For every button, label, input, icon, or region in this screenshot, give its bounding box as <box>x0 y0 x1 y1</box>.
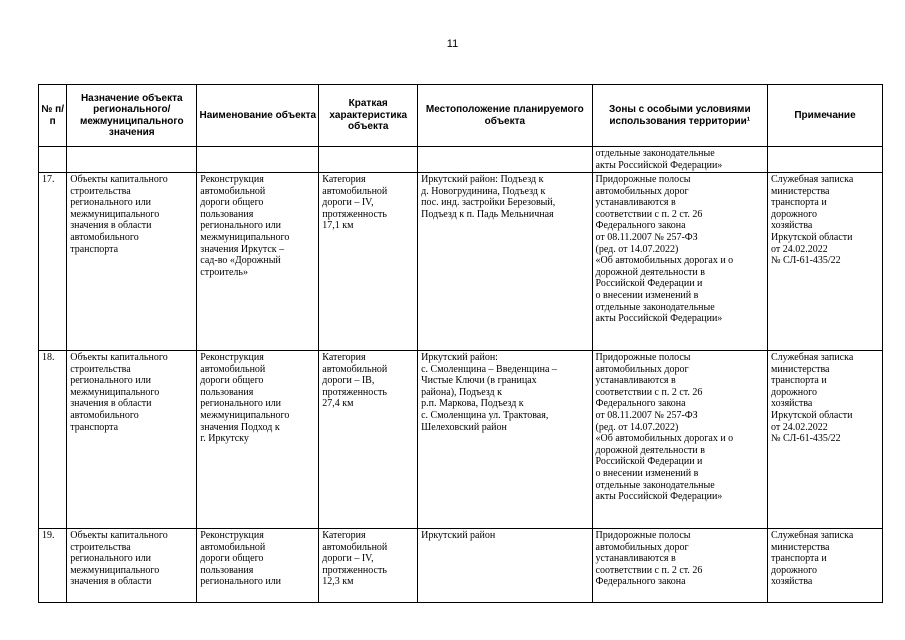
cell-line: Категория <box>322 174 366 185</box>
cell-line: Реконструкция <box>200 352 264 363</box>
page-number: 11 <box>446 38 459 50</box>
cell-line: автомобильного <box>70 231 139 243</box>
header-location: Местоположение планируемого объекта <box>418 85 592 147</box>
cell-line: Категория <box>322 530 366 541</box>
cell-line: о внесении изменений в <box>595 467 699 479</box>
cell-line: регионального или <box>70 375 151 387</box>
cont-cell-zones <box>592 147 767 173</box>
cell-line: Объекты капитального <box>70 174 168 185</box>
header-name: Наименование объекта <box>197 85 319 147</box>
cell-purpose <box>67 351 197 529</box>
header-note: Примечание <box>768 85 883 147</box>
cell-line: от 24.02.2022 <box>771 243 828 255</box>
cell-line: регионального или <box>70 553 151 565</box>
cell-line: соответствии с п. 2 ст. 26 <box>595 208 703 220</box>
cell-line: транспорта и <box>771 197 827 209</box>
cell-line: строитель» <box>200 266 248 278</box>
cell-line: г. Иркутску <box>200 433 249 445</box>
cell-line: (ред. от 14.07.2022) <box>595 421 679 433</box>
cell-line: межмуниципального <box>70 208 160 220</box>
cell-characteristic <box>319 351 418 529</box>
cell-zones <box>592 351 767 529</box>
cell-line: Федерального закона <box>595 398 686 410</box>
cell-purpose <box>67 529 197 603</box>
cell-line: дороги – IB, <box>322 375 375 387</box>
cell-line: значения Иркутск – <box>200 243 285 255</box>
cell-line: Реконструкция <box>200 174 264 185</box>
cell-line: хозяйства <box>771 398 813 410</box>
cell-characteristic <box>319 173 418 351</box>
cell-line: межмуниципального <box>70 564 160 576</box>
cont-cell-number <box>39 147 67 173</box>
cell-line: дорожного <box>771 386 817 398</box>
row-number: 17. <box>39 173 67 351</box>
table-row <box>39 529 883 603</box>
cell-line: № СЛ-61-435/22 <box>771 433 841 445</box>
cell-line: автомобильных дорог <box>595 541 689 553</box>
cell-line: района), Подъезд к <box>421 386 502 398</box>
cell-zones <box>592 173 767 351</box>
cell-line: «Об автомобильных дорогах и о <box>595 255 734 267</box>
cell-line: Федерального закона <box>595 220 686 232</box>
cell-line: регионального или <box>200 576 282 588</box>
cell-line: Реконструкция <box>200 530 264 541</box>
cell-location <box>418 351 592 529</box>
cell-line: протяженность <box>322 564 387 576</box>
cell-line: «Об автомобильных дорогах и о <box>595 433 734 445</box>
cell-line: автомобильной <box>200 541 266 553</box>
cell-line: автомобильной <box>200 363 266 375</box>
cell-line: хозяйства <box>771 576 813 588</box>
cell-line: Шелеховский район <box>421 421 507 433</box>
cont-cell-purpose <box>67 147 197 173</box>
continuation-row <box>39 147 883 173</box>
cell-line: автомобильной <box>322 185 388 197</box>
cell-line: значения в области <box>70 576 152 588</box>
cell-line: пользования <box>200 386 254 398</box>
cell-line: автомобильных дорог <box>595 185 689 197</box>
cell-line: устанавливаются в <box>595 553 676 565</box>
cell-line: 27,4 км <box>322 398 354 410</box>
cell-line: регионального или <box>200 398 282 410</box>
cell-line: министерства <box>771 363 830 375</box>
cell-line: дороги – IV, <box>322 553 374 565</box>
cell-line: отдельные законодательные <box>595 301 715 313</box>
cell-line: с. Смоленщина ул. Трактовая, <box>421 409 549 421</box>
header-number: № п/п <box>39 85 67 147</box>
cell-note <box>768 351 883 529</box>
table-row <box>39 351 883 529</box>
cont-cell-note <box>768 147 883 173</box>
table-header-row <box>39 85 883 147</box>
cell-line: № СЛ-61-435/22 <box>771 255 841 267</box>
cell-line: пользования <box>200 564 254 576</box>
cell-line: соответствии с п. 2 ст. 26 <box>595 386 703 398</box>
cell-line: транспорта <box>70 421 119 433</box>
cell-line: межмуниципального <box>200 409 290 421</box>
cell-line: значения в области <box>70 220 152 232</box>
cell-line: автомобильной <box>322 363 388 375</box>
cell-line: Придорожные полосы <box>595 352 691 363</box>
cell-line: с. Смоленщина – Введенщина – <box>421 363 557 375</box>
cell-line: министерства <box>771 185 830 197</box>
cell-characteristic <box>319 529 418 603</box>
cont-line: акты Российской Федерации» <box>595 159 723 171</box>
cell-line: значения в области <box>70 398 152 410</box>
row-number: 18. <box>39 351 67 529</box>
cell-zones <box>592 529 767 603</box>
cell-line: транспорта <box>70 243 119 255</box>
cell-line: автомобильной <box>200 185 266 197</box>
cell-name <box>197 173 319 351</box>
cell-line: пос. инд. застройки Березовый, <box>421 197 556 209</box>
cell-line: автомобильного <box>70 409 139 421</box>
cell-line: Придорожные полосы <box>595 174 691 185</box>
cell-note <box>768 173 883 351</box>
cell-line: Иркутский район: <box>421 352 498 363</box>
cell-line: устанавливаются в <box>595 197 676 209</box>
cell-line: автомобильной <box>322 541 388 553</box>
cell-line: межмуниципального <box>200 231 290 243</box>
cell-line: д. Новогрудинина, Подъезд к <box>421 185 546 197</box>
cell-line: протяженность <box>322 208 387 220</box>
cell-line: от 08.11.2007 № 257-ФЗ <box>595 409 698 421</box>
cell-line: Иркутской области <box>771 409 853 421</box>
cell-line: сад-во «Дорожный <box>200 255 281 267</box>
cell-purpose <box>67 173 197 351</box>
cell-line: строительства <box>70 541 131 553</box>
cell-line: Служебная записка <box>771 174 854 185</box>
header-characteristic: Краткая характеристика объекта <box>319 85 418 147</box>
cell-line: дороги – IV, <box>322 197 374 209</box>
cell-line: министерства <box>771 541 830 553</box>
cell-line: Федерального закона <box>595 576 686 588</box>
cell-line: дорожной деятельности в <box>595 266 705 278</box>
cell-line: дорожного <box>771 208 817 220</box>
cell-line: акты Российской Федерации» <box>595 491 723 503</box>
cell-line: дорожной деятельности в <box>595 444 705 456</box>
cont-cell-name <box>197 147 319 173</box>
cell-line: Иркутской области <box>771 231 853 243</box>
cell-line: Российской Федерации и <box>595 278 703 290</box>
cell-line: Иркутский район <box>421 530 496 541</box>
cell-line: Подъезд к п. Падь Мельничная <box>421 208 554 220</box>
cell-line: строительства <box>70 185 131 197</box>
cell-line: дороги общего <box>200 553 264 565</box>
cell-line: 12,3 км <box>322 576 354 588</box>
header-zones: Зоны с особыми условиями использования территории¹ <box>592 85 767 147</box>
cell-line: устанавливаются в <box>595 375 676 387</box>
cell-location <box>418 173 592 351</box>
cell-line: отдельные законодательные <box>595 479 715 491</box>
cell-line: дороги общего <box>200 197 264 209</box>
cell-line: протяженность <box>322 386 387 398</box>
cell-line: Категория <box>322 352 366 363</box>
cell-location <box>418 529 592 603</box>
cell-line: Объекты капитального <box>70 352 168 363</box>
cell-line: соответствии с п. 2 ст. 26 <box>595 564 703 576</box>
cell-line: строительства <box>70 363 131 375</box>
cell-line: регионального или <box>70 197 151 209</box>
table-row <box>39 173 883 351</box>
cell-line: автомобильных дорог <box>595 363 689 375</box>
cell-line: значения Подход к <box>200 421 280 433</box>
cell-line: Служебная записка <box>771 352 854 363</box>
cell-line: 17,1 км <box>322 220 354 232</box>
cell-line: (ред. от 14.07.2022) <box>595 243 679 255</box>
cell-line: хозяйства <box>771 220 813 232</box>
cell-note <box>768 529 883 603</box>
cell-line: пользования <box>200 208 254 220</box>
cell-line: регионального или <box>200 220 282 232</box>
cont-line: отдельные законодательные <box>595 148 715 159</box>
cell-line: Объекты капитального <box>70 530 168 541</box>
cell-line: транспорта и <box>771 375 827 387</box>
objects-table <box>38 84 883 603</box>
cell-line: акты Российской Федерации» <box>595 313 723 325</box>
cell-name <box>197 351 319 529</box>
cell-line: транспорта и <box>771 553 827 565</box>
cell-line: р.п. Маркова, Подъезд к <box>421 398 524 410</box>
cell-line: межмуниципального <box>70 386 160 398</box>
cell-line: Служебная записка <box>771 530 854 541</box>
cell-line: дорожного <box>771 564 817 576</box>
row-number: 19. <box>39 529 67 603</box>
cell-line: дороги общего <box>200 375 264 387</box>
cell-line: от 24.02.2022 <box>771 421 828 433</box>
cell-line: от 08.11.2007 № 257-ФЗ <box>595 231 698 243</box>
cont-cell-characteristic <box>319 147 418 173</box>
cell-line: Придорожные полосы <box>595 530 691 541</box>
cell-line: о внесении изменений в <box>595 289 699 301</box>
cont-cell-location <box>418 147 592 173</box>
cell-name <box>197 529 319 603</box>
cell-line: Российской Федерации и <box>595 456 703 468</box>
cell-line: Чистые Ключи (в границах <box>421 375 537 387</box>
header-purpose: Назначение объекта регионального/ межмуниципального значения <box>67 85 197 147</box>
cell-line: Иркутский район: Подъезд к <box>421 174 544 185</box>
